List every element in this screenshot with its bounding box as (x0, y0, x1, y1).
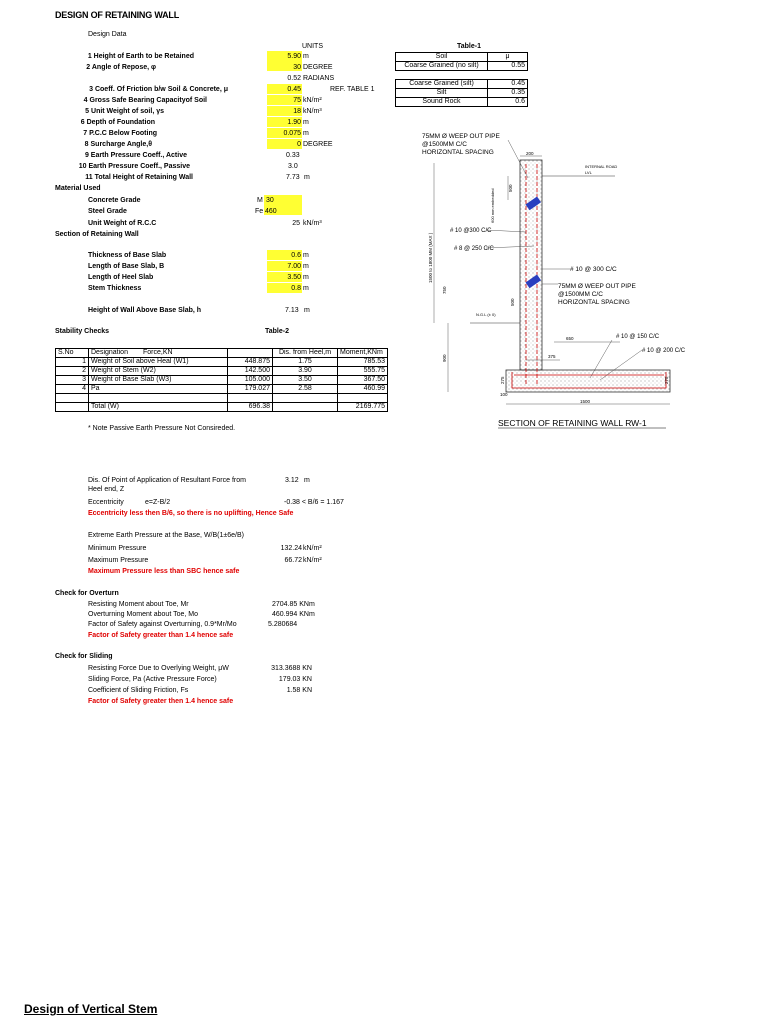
eccentricity-label: Eccentricity (88, 499, 124, 506)
drawing-label: # 10 @ 300 C/C (570, 266, 617, 273)
table-header-row (396, 53, 528, 62)
page-title: DESIGN OF RETAINING WALL (55, 10, 180, 20)
section-item-label: Thickness of Base Slab (88, 252, 167, 259)
sliding-heading: Check for Sliding (55, 653, 113, 660)
table-row (396, 71, 528, 80)
drawing-label: 75MM Ø WEEP OUT PIPE (422, 133, 500, 140)
overturn-row-value: 5.280684 (268, 621, 298, 628)
sliding-row-value: 179.03 KN (278, 676, 312, 683)
wall-height-value: 7.13 (285, 307, 299, 314)
resultant-label: Dis. Of Point of Application of Resultant Force from (88, 477, 246, 484)
table-cell: Pa (89, 385, 228, 394)
table-row (396, 80, 528, 89)
leader-line (508, 140, 528, 178)
param-note: REF. TABLE 1 (330, 86, 375, 93)
table-cell: 0.6 (488, 98, 528, 107)
resultant-unit: m (304, 477, 310, 484)
min-pressure-unit: kN/m² (303, 545, 322, 552)
param-value[interactable]: 0.075 (283, 130, 301, 137)
table-row (396, 98, 528, 107)
concrete-value[interactable]: 30 (266, 197, 274, 204)
table-cell: 179.027 (228, 385, 273, 394)
drawing-label: @1500MM C/C (558, 291, 603, 298)
table-header-cell: Designation (89, 349, 142, 358)
wall-height-unit: m (304, 307, 310, 314)
param-value: 3.0 (288, 163, 298, 170)
drawing-label: 75MM Ø WEEP OUT PIPE (558, 283, 636, 290)
param-unit: m (303, 53, 309, 60)
table-cell: 3.90 (273, 367, 338, 376)
param-unit: DEGREE (303, 64, 333, 71)
table-cell: Sound Rock (396, 98, 488, 107)
table-cell: 460.99 (338, 385, 388, 394)
table-header-cell: Dis. from Heel,m (273, 349, 338, 358)
retaining-wall-section-drawing (420, 128, 686, 428)
param-label: 3 Coeff. Of Friction b/w Soil & Concrete, μ (89, 86, 228, 93)
table-row (396, 62, 528, 71)
table-cell: 0.35 (488, 89, 528, 98)
drawing-label: HORIZONTAL SPACING (422, 149, 494, 156)
param-label: 10 Earth Pressure Coeff., Passive (78, 163, 190, 170)
table-cell: Coarse Grained (silt) (396, 80, 488, 89)
max-pressure-value: 66.72 (284, 557, 302, 564)
drawing-label: 275 (500, 376, 505, 384)
table-header-cell: Moment,KNm (338, 349, 388, 358)
drawing-label: 1500 (580, 399, 591, 404)
sliding-row-label: Resisting Force Due to Overlying Weight, μW (88, 665, 229, 672)
param-unit: m (303, 130, 309, 137)
section-item-unit: m (303, 252, 309, 259)
section-item-unit: m (303, 263, 309, 270)
section-item-label: Length of Heel Slab (88, 274, 154, 281)
total-label: Total (W) (89, 403, 228, 412)
drawing-label: HORIZONTAL SPACING (558, 299, 630, 306)
table1-label: Table-1 (457, 43, 481, 50)
base-slab (506, 370, 670, 392)
table-row (56, 358, 388, 367)
sliding-message: Factor of Safety greater then 1.4 hence safe (88, 698, 234, 705)
table-header-cell: Soil (396, 53, 488, 62)
drawing-label: N.G.L (± 0) (476, 312, 496, 317)
param-value[interactable]: 18 (293, 108, 301, 115)
pressure-message: Maximum Pressure less than SBC hence safe (88, 568, 240, 575)
param-label: 11 Total Height of Retaining Wall (85, 174, 193, 181)
drawing-caption: SECTION OF RETAINING WALL RW-1 (498, 418, 647, 428)
steel-value[interactable]: 460 (265, 208, 277, 215)
overturn-row-value: 2704.85 KNm (272, 601, 315, 608)
section-item-value[interactable]: 0.8 (291, 285, 301, 292)
drawing-label: 375 (548, 354, 556, 359)
table-cell: 555.75 (338, 367, 388, 376)
table-cell: 0.45 (488, 80, 528, 89)
drawing-label: 100 (500, 392, 508, 397)
param-unit: DEGREE (303, 141, 333, 148)
rcc-unit: kN/m³ (303, 220, 322, 227)
drawing-label: # 10 @ 150 C/C (616, 334, 660, 340)
drawing-label: 900 (442, 354, 447, 362)
overturn-row-label: Overturning Moment about Toe, Mo (88, 611, 198, 618)
table-header-row (56, 349, 388, 358)
table-cell: 1 (56, 358, 89, 367)
wall-height-label: Height of Wall Above Base Slab, h (88, 307, 202, 314)
param-label: 5 Unit Weight of soil, γs (85, 108, 164, 115)
param-value[interactable]: 1.90 (287, 119, 301, 126)
table-row (56, 403, 388, 412)
table-row (396, 89, 528, 98)
overturn-row-label: Resisting Moment about Toe, Mr (88, 601, 189, 608)
max-pressure-unit: kN/m² (303, 557, 322, 564)
stem-body (520, 160, 542, 370)
concrete-prefix: M (257, 197, 263, 204)
section-item-value[interactable]: 3.50 (287, 274, 301, 281)
table-cell: 142.500 (228, 367, 273, 376)
total-moment: 2169.775 (338, 403, 388, 412)
drawing-label: 1500 to 1800 MM (MAX ) (428, 232, 433, 283)
section-item-label: Length of Base Slab, B (88, 263, 165, 270)
table-header-cell (228, 349, 273, 358)
param-label: 8 Surcharge Angle,θ (84, 141, 152, 148)
eccentricity-formula: e=Z-B/2 (145, 499, 171, 506)
material-heading: Material Used (55, 185, 101, 192)
units-label: UNITS (302, 43, 323, 50)
param-value[interactable]: 0 (297, 141, 301, 148)
eccentricity-message: Eccentricity less then B/6, so there is no uplifting, Hence Safe (88, 510, 294, 517)
section-title-vertical-stem: Design of Vertical Stem (24, 1002, 158, 1016)
table-cell: 1.75 (273, 358, 338, 367)
passive-note: * Note Passive Earth Pressure Not Consireded. (88, 425, 236, 432)
table-header-cell: Force,KN (141, 349, 228, 358)
concrete-label: Concrete Grade (88, 197, 141, 204)
param-value[interactable]: 5.90 (287, 53, 301, 60)
sliding-row-value: 313.3688 KN (271, 665, 312, 672)
max-pressure-label: Maximum Pressure (88, 557, 149, 564)
rcc-value: 25 (292, 220, 300, 227)
table-header-cell: μ (488, 53, 528, 62)
table-cell: 4 (56, 385, 89, 394)
table-cell: 3 (56, 376, 89, 385)
eccentricity-value: -0.38 < B/6 = 1.167 (284, 499, 344, 506)
param-unit: m (304, 174, 310, 181)
drawing-label: # 8 @ 250 C/C (454, 246, 494, 252)
min-pressure-label: Minimum Pressure (88, 545, 147, 552)
table-cell: 2.58 (273, 385, 338, 394)
sliding-row-value: 1.58 KN (286, 687, 312, 694)
table-cell: Weight of Stem (W2) (89, 367, 228, 376)
sliding-row-label: Coefficient of Sliding Friction, Fs (88, 687, 189, 694)
drawing-label: 500 (510, 298, 515, 306)
param-unit: kN/m² (303, 97, 322, 104)
overturn-row-label: Factor of Safety against Overturning, 0.9*Mr/Mo (88, 621, 237, 628)
table-row (56, 376, 388, 385)
min-pressure-value: 132.24 (280, 545, 302, 552)
param-label: 4 Gross Safe Bearing Capacityof Soil (83, 97, 207, 104)
table-cell: Silt (396, 89, 488, 98)
drawing-label: INTERNAL ROAD (585, 164, 618, 169)
param-unit: kN/m³ (303, 108, 322, 115)
drawing-label: 600 mm embedded (490, 188, 495, 223)
overturn-message: Factor of Safety greater than 1.4 hence safe (88, 632, 234, 639)
section-item-label: Stem Thickness (88, 285, 142, 292)
table-row (56, 385, 388, 394)
drawing-label: 200 (526, 151, 534, 156)
table-cell: 448.875 (228, 358, 273, 367)
steel-label: Steel Grade (88, 208, 127, 215)
drawing-label: LVL (585, 170, 592, 175)
resultant-value: 3.12 (285, 477, 299, 484)
param-value[interactable]: 75 (293, 97, 301, 104)
table-cell: 785.53 (338, 358, 388, 367)
drawing-label: 650 (566, 336, 574, 341)
drawing-label: 275 (664, 376, 669, 384)
param-label: 7 P.C.C Below Footing (83, 130, 157, 137)
table-cell: Weight of Base Slab (W3) (89, 376, 228, 385)
table-cell: 0.55 (488, 62, 528, 71)
section-item-value[interactable]: 7.00 (287, 263, 301, 270)
overturn-row-value: 460.994 KNm (272, 611, 315, 618)
param-value[interactable]: 0.45 (287, 86, 301, 93)
table-cell: Coarse Grained (no silt) (396, 62, 488, 71)
resultant-label-2: Heel end, Z (88, 486, 125, 493)
sliding-row-label: Sliding Force, Pa (Active Pressure Force) (88, 676, 217, 683)
total-force: 696.38 (228, 403, 273, 412)
section-item-unit: m (303, 274, 309, 281)
pressure-heading: Extreme Earth Pressure at the Base, W/B(1±6e/B) (88, 532, 244, 539)
param-value: 0.52 (287, 75, 301, 82)
table-row (56, 394, 388, 403)
param-value: 7.73 (286, 174, 300, 181)
rcc-label: Unit Weight of R.C.C (88, 220, 157, 227)
drawing-label: # 10 @ 200 C/C (642, 348, 686, 354)
stability-heading: Stability Checks (55, 328, 110, 335)
table-cell: 3.50 (273, 376, 338, 385)
table-cell: 367.50 (338, 376, 388, 385)
steel-prefix: Fe (255, 208, 264, 215)
param-unit: RADIANS (303, 75, 335, 82)
drawing-label: 500 (508, 184, 513, 192)
overturn-heading: Check for Overturn (55, 590, 119, 597)
table-row (56, 367, 388, 376)
table2-label: Table-2 (265, 328, 289, 335)
design-data-label: Design Data (88, 31, 127, 38)
param-label: 1 Height of Earth to be Retained (87, 53, 194, 60)
param-value[interactable]: 30 (293, 64, 301, 71)
drawing-label: 750 (442, 286, 447, 294)
section-item-unit: m (303, 285, 309, 292)
table-cell: 2 (56, 367, 89, 376)
param-label: 9 Earth Pressure Coeff., Active (84, 152, 187, 159)
table-cell: 105.000 (228, 376, 273, 385)
param-label: 6 Depth of Foundation (80, 119, 155, 126)
section-heading: Section of Retaining Wall (55, 231, 139, 238)
param-label: 2 Angle of Repose, φ (86, 64, 156, 71)
table-header-cell: S.No (56, 349, 89, 358)
table-cell: Weight of Soil above Heal (W1) (89, 358, 228, 367)
drawing-label: # 10 @300 C/C (450, 228, 492, 234)
section-item-value[interactable]: 0.6 (291, 252, 301, 259)
stability-table (55, 348, 388, 412)
soil-friction-table (395, 52, 528, 107)
drawing-label: @1500MM C/C (422, 141, 467, 148)
param-unit: m (303, 119, 309, 126)
param-value: 0.33 (286, 152, 300, 159)
